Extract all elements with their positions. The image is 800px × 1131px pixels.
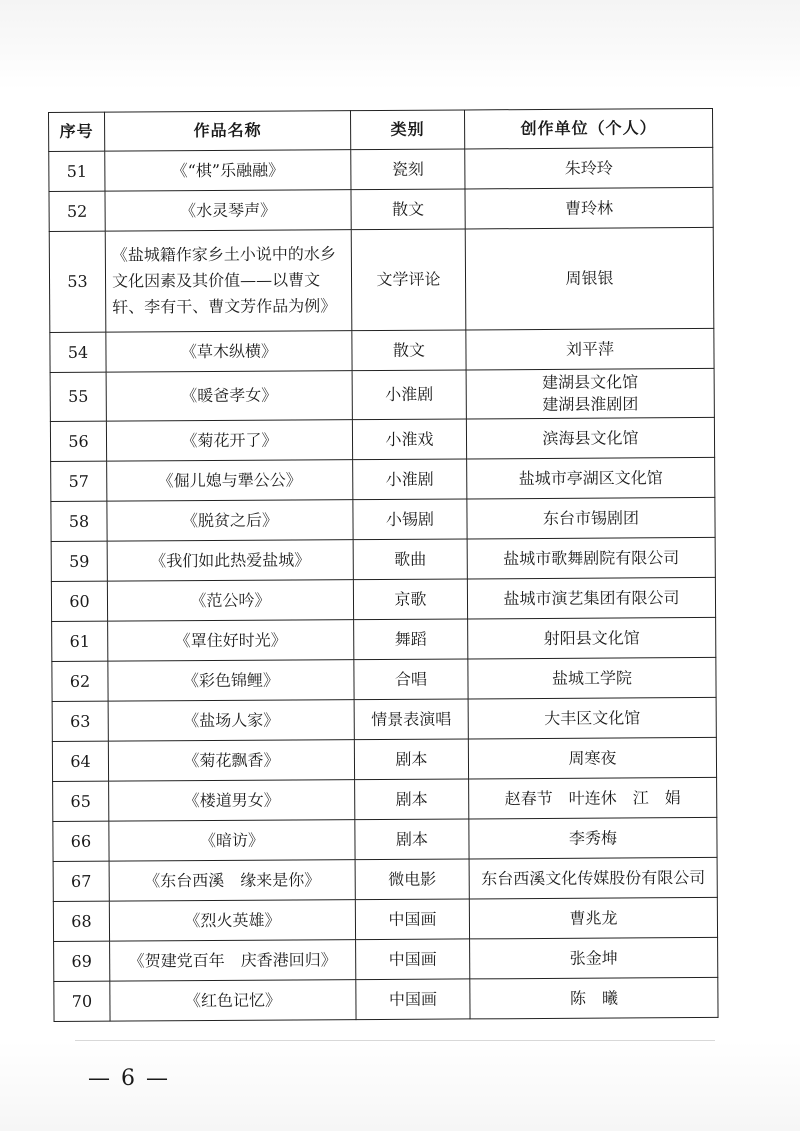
unit-line: 陈 曦 bbox=[569, 988, 618, 1008]
cell-number: 57 bbox=[51, 461, 107, 501]
unit-line: 周银银 bbox=[565, 268, 614, 288]
cell-category: 中国画 bbox=[355, 899, 469, 940]
table-row bbox=[53, 817, 717, 861]
cell-number: 60 bbox=[51, 581, 107, 621]
cell-category: 京歌 bbox=[353, 579, 467, 620]
cell-unit bbox=[469, 897, 717, 939]
table-row bbox=[49, 147, 713, 191]
cell-unit bbox=[468, 737, 716, 779]
cell-category: 剧本 bbox=[354, 739, 468, 780]
cell-title: 《倔儿媳与犟公公》 bbox=[107, 460, 353, 502]
cell-category: 舞蹈 bbox=[354, 619, 468, 660]
unit-line: 东台市锡剧团 bbox=[542, 507, 640, 528]
unit-line: 曹兆龙 bbox=[569, 908, 618, 928]
cell-title: 《水灵琴声》 bbox=[105, 190, 351, 232]
unit-line: 大丰区文化馆 bbox=[544, 707, 641, 728]
cell-number: 56 bbox=[50, 421, 106, 461]
table-row bbox=[52, 737, 716, 781]
cell-category: 中国画 bbox=[356, 979, 470, 1020]
cell-title: 《菊花开了》 bbox=[106, 420, 352, 462]
cell-number: 61 bbox=[52, 621, 108, 661]
cell-category: 情景表演唱 bbox=[354, 699, 468, 740]
unit-line: 滨海县文化馆 bbox=[542, 427, 639, 448]
cell-unit bbox=[468, 657, 716, 699]
cell-title: 《罩住好时光》 bbox=[108, 620, 354, 662]
cell-title: 《东台西溪 缘来是你》 bbox=[109, 860, 355, 902]
unit-line: 建湖县文化馆 bbox=[542, 372, 639, 392]
header-title: 作品名称 bbox=[105, 111, 351, 152]
cell-category: 剧本 bbox=[355, 779, 469, 820]
table-row bbox=[50, 328, 714, 372]
cell-category: 瓷刻 bbox=[351, 149, 465, 190]
cell-title: 《贺建党百年 庆香港回归》 bbox=[110, 940, 356, 982]
table-row bbox=[50, 417, 714, 461]
cell-category: 小淮剧 bbox=[352, 370, 466, 420]
cell-title: 《楼道男女》 bbox=[109, 780, 355, 822]
unit-line: 东台西溪文化传媒股份有限公司 bbox=[481, 867, 706, 888]
cell-number: 53 bbox=[49, 231, 106, 332]
unit-line: 建湖县淮剧团 bbox=[542, 394, 639, 414]
cell-unit bbox=[469, 777, 717, 819]
table-row bbox=[51, 497, 715, 541]
cell-unit bbox=[465, 227, 714, 330]
cell-category: 文学评论 bbox=[351, 229, 466, 331]
bottom-divider bbox=[75, 1040, 715, 1041]
table-row bbox=[54, 977, 718, 1021]
cell-title: 《我们如此热爱盐城》 bbox=[107, 540, 353, 582]
cell-title: 《暗访》 bbox=[109, 820, 355, 862]
cell-number: 55 bbox=[50, 372, 106, 421]
cell-title: 《暖爸孝女》 bbox=[106, 371, 352, 422]
cell-number: 65 bbox=[53, 781, 109, 821]
unit-line: 张金坤 bbox=[569, 948, 618, 968]
header-category: 类别 bbox=[350, 110, 464, 150]
cell-number: 70 bbox=[54, 981, 110, 1021]
unit-line: 刘平萍 bbox=[565, 339, 615, 359]
award-table-container bbox=[48, 108, 718, 1022]
cell-category: 散文 bbox=[352, 330, 466, 371]
cell-number: 51 bbox=[49, 151, 105, 191]
cell-unit bbox=[468, 697, 716, 739]
cell-unit bbox=[465, 147, 713, 189]
cell-unit bbox=[469, 817, 717, 859]
cell-unit bbox=[467, 537, 715, 579]
unit-line: 射阳县文化馆 bbox=[543, 627, 640, 648]
unit-line: 周寒夜 bbox=[568, 748, 617, 768]
cell-unit bbox=[466, 328, 714, 370]
cell-title: 《脱贫之后》 bbox=[107, 500, 353, 542]
cell-title: 《范公吟》 bbox=[107, 580, 353, 622]
cell-category: 微电影 bbox=[355, 859, 469, 900]
table-row bbox=[50, 368, 714, 421]
table-row bbox=[52, 697, 716, 741]
unit-line: 盐城市歌舞剧院有限公司 bbox=[503, 547, 680, 568]
cell-unit bbox=[467, 577, 715, 619]
cell-title: 《菊花飘香》 bbox=[108, 740, 354, 782]
award-table bbox=[48, 108, 719, 1022]
cell-number: 58 bbox=[51, 501, 107, 541]
table-row bbox=[51, 577, 715, 621]
cell-category: 歌曲 bbox=[353, 539, 467, 580]
cell-title: 《草木纵横》 bbox=[106, 331, 352, 373]
cell-unit bbox=[466, 368, 714, 419]
header-number: 序号 bbox=[49, 112, 105, 151]
cell-number: 63 bbox=[52, 701, 108, 741]
header-unit: 创作单位（个人） bbox=[464, 108, 712, 149]
table-row bbox=[51, 537, 715, 581]
unit-line: 李秀梅 bbox=[568, 828, 618, 848]
cell-number: 59 bbox=[51, 541, 107, 581]
table-body bbox=[49, 147, 718, 1021]
cell-title: 《“棋”乐融融》 bbox=[105, 150, 351, 192]
cell-unit bbox=[468, 617, 716, 659]
cell-number: 69 bbox=[54, 941, 110, 981]
cell-unit bbox=[469, 857, 717, 899]
table-header-row bbox=[49, 108, 713, 151]
cell-category: 中国画 bbox=[356, 939, 470, 980]
table-row bbox=[53, 857, 717, 901]
table-row bbox=[53, 777, 717, 821]
unit-line: 赵春节 叶连休 江 娟 bbox=[504, 787, 681, 808]
cell-number: 54 bbox=[50, 332, 106, 372]
table-row bbox=[54, 937, 718, 981]
cell-number: 62 bbox=[52, 661, 108, 701]
cell-title: 《盐城籍作家乡土小说中的水乡文化因素及其价值——以曹文轩、李有干、曹文芳作品为例》 bbox=[105, 230, 352, 333]
cell-number: 67 bbox=[53, 861, 109, 901]
unit-line: 盐城市演艺集团有限公司 bbox=[503, 587, 680, 608]
cell-unit bbox=[470, 977, 718, 1019]
cell-number: 52 bbox=[49, 191, 105, 231]
cell-unit bbox=[470, 937, 718, 979]
unit-line: 朱玲玲 bbox=[564, 158, 613, 178]
cell-title: 《彩色锦鲤》 bbox=[108, 660, 354, 702]
cell-title: 《盐场人家》 bbox=[108, 700, 354, 742]
cell-unit bbox=[467, 497, 715, 539]
page-number: — 6 — bbox=[88, 1066, 170, 1091]
cell-category: 散文 bbox=[351, 189, 465, 230]
cell-title: 《红色记忆》 bbox=[110, 980, 356, 1022]
table-row bbox=[49, 187, 713, 231]
unit-line: 盐城市亭湖区文化馆 bbox=[518, 467, 663, 488]
table-row bbox=[49, 227, 714, 332]
cell-category: 小淮戏 bbox=[352, 419, 466, 460]
cell-category: 剧本 bbox=[355, 819, 469, 860]
cell-category: 小淮剧 bbox=[353, 459, 467, 500]
table-row bbox=[53, 897, 717, 941]
cell-number: 66 bbox=[53, 821, 109, 861]
cell-category: 合唱 bbox=[354, 659, 468, 700]
cell-title: 《烈火英雄》 bbox=[109, 900, 355, 942]
table-row bbox=[51, 457, 715, 501]
cell-unit bbox=[465, 187, 713, 229]
unit-line: 盐城工学院 bbox=[551, 667, 633, 688]
unit-line: 曹玲林 bbox=[565, 198, 614, 218]
cell-number: 64 bbox=[52, 741, 108, 781]
table-row bbox=[52, 617, 716, 661]
table-row bbox=[52, 657, 716, 701]
cell-unit bbox=[467, 457, 715, 499]
cell-category: 小锡剧 bbox=[353, 499, 467, 540]
cell-number: 68 bbox=[53, 901, 109, 941]
cell-unit bbox=[466, 417, 714, 459]
